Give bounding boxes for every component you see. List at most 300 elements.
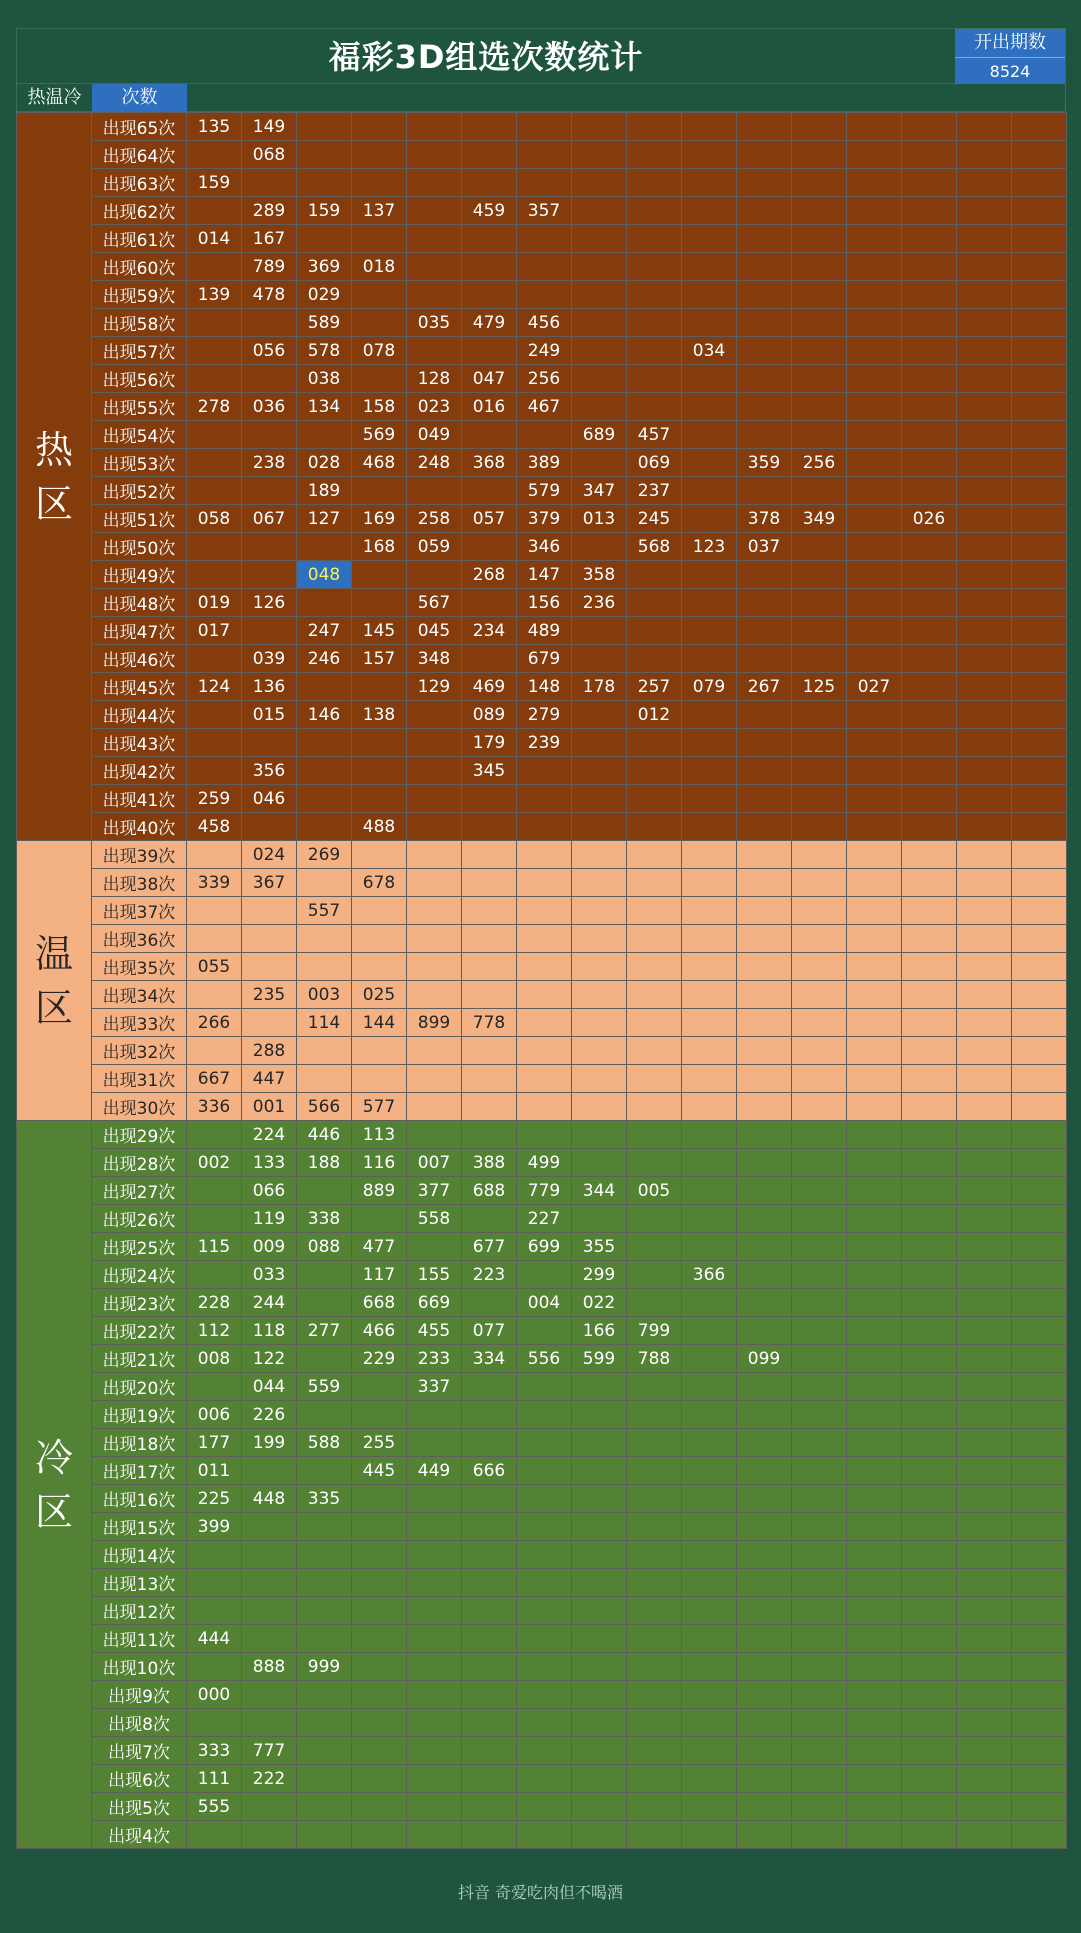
number-cell[interactable]	[462, 113, 517, 141]
number-cell[interactable]	[792, 1737, 847, 1765]
number-cell[interactable]	[297, 1261, 352, 1289]
number-cell[interactable]	[792, 1233, 847, 1261]
number-cell[interactable]	[957, 393, 1012, 421]
number-cell[interactable]	[352, 897, 407, 925]
number-cell[interactable]	[737, 1373, 792, 1401]
number-cell[interactable]	[462, 981, 517, 1009]
number-cell[interactable]	[627, 1457, 682, 1485]
number-cell[interactable]: 122	[242, 1345, 297, 1373]
number-cell[interactable]: 389	[517, 449, 572, 477]
number-cell[interactable]	[1012, 1485, 1067, 1513]
number-cell[interactable]	[187, 729, 242, 757]
number-cell[interactable]	[902, 1457, 957, 1485]
count-label-cell[interactable]: 出现48次	[92, 589, 187, 617]
number-cell[interactable]	[407, 1037, 462, 1065]
number-cell[interactable]	[682, 1569, 737, 1597]
number-cell[interactable]	[407, 1513, 462, 1541]
number-cell[interactable]: 788	[627, 1345, 682, 1373]
count-label-cell[interactable]: 出现57次	[92, 337, 187, 365]
number-cell[interactable]	[627, 1429, 682, 1457]
number-cell[interactable]	[242, 1457, 297, 1485]
number-cell[interactable]	[517, 953, 572, 981]
number-cell[interactable]: 579	[517, 477, 572, 505]
number-cell[interactable]: 245	[627, 505, 682, 533]
number-cell[interactable]	[792, 309, 847, 337]
number-cell[interactable]: 124	[187, 673, 242, 701]
number-cell[interactable]	[1012, 1233, 1067, 1261]
number-cell[interactable]	[902, 309, 957, 337]
number-cell[interactable]: 177	[187, 1429, 242, 1457]
number-cell[interactable]	[242, 1009, 297, 1037]
number-cell[interactable]: 299	[572, 1261, 627, 1289]
count-label-cell[interactable]: 出现59次	[92, 281, 187, 309]
number-cell[interactable]: 009	[242, 1233, 297, 1261]
number-cell[interactable]	[187, 1541, 242, 1569]
number-cell[interactable]	[957, 813, 1012, 841]
number-cell[interactable]	[847, 1345, 902, 1373]
count-label-cell[interactable]: 出现35次	[92, 953, 187, 981]
number-cell[interactable]	[682, 1485, 737, 1513]
number-cell[interactable]: 466	[352, 1317, 407, 1345]
number-cell[interactable]	[462, 645, 517, 673]
number-cell[interactable]	[957, 309, 1012, 337]
number-cell[interactable]: 007	[407, 1149, 462, 1177]
number-cell[interactable]	[792, 393, 847, 421]
number-cell[interactable]: 234	[462, 617, 517, 645]
number-cell[interactable]	[187, 1261, 242, 1289]
number-cell[interactable]	[847, 1233, 902, 1261]
number-cell[interactable]: 023	[407, 393, 462, 421]
number-cell[interactable]	[462, 225, 517, 253]
number-cell[interactable]	[737, 1737, 792, 1765]
number-cell[interactable]	[627, 1401, 682, 1429]
number-cell[interactable]	[1012, 953, 1067, 981]
number-cell[interactable]: 899	[407, 1009, 462, 1037]
number-cell[interactable]: 138	[352, 701, 407, 729]
number-cell[interactable]	[682, 1625, 737, 1653]
number-cell[interactable]: 223	[462, 1261, 517, 1289]
number-cell[interactable]	[847, 1569, 902, 1597]
number-cell[interactable]	[352, 225, 407, 253]
number-cell[interactable]	[957, 729, 1012, 757]
number-cell[interactable]	[407, 1709, 462, 1737]
number-cell[interactable]: 379	[517, 505, 572, 533]
number-cell[interactable]	[572, 897, 627, 925]
number-cell[interactable]	[847, 141, 902, 169]
number-cell[interactable]	[902, 841, 957, 869]
number-cell[interactable]	[1012, 785, 1067, 813]
number-cell[interactable]	[242, 1541, 297, 1569]
number-cell[interactable]	[462, 1653, 517, 1681]
number-cell[interactable]	[627, 113, 682, 141]
number-cell[interactable]	[627, 365, 682, 393]
number-cell[interactable]	[1012, 1373, 1067, 1401]
count-label-cell[interactable]: 出现24次	[92, 1261, 187, 1289]
number-cell[interactable]: 255	[352, 1429, 407, 1457]
count-label-cell[interactable]: 出现46次	[92, 645, 187, 673]
number-cell[interactable]	[517, 1065, 572, 1093]
number-cell[interactable]	[737, 981, 792, 1009]
number-cell[interactable]	[792, 897, 847, 925]
number-cell[interactable]: 224	[242, 1121, 297, 1149]
number-cell[interactable]	[297, 1569, 352, 1597]
number-cell[interactable]	[627, 617, 682, 645]
number-cell[interactable]	[1012, 1709, 1067, 1737]
number-cell[interactable]	[407, 141, 462, 169]
number-cell[interactable]	[572, 309, 627, 337]
number-cell[interactable]	[572, 169, 627, 197]
number-cell[interactable]: 468	[352, 449, 407, 477]
number-cell[interactable]: 044	[242, 1373, 297, 1401]
number-cell[interactable]	[297, 1037, 352, 1065]
number-cell[interactable]	[1012, 1457, 1067, 1485]
number-cell[interactable]	[242, 897, 297, 925]
number-cell[interactable]	[737, 953, 792, 981]
number-cell[interactable]: 068	[242, 141, 297, 169]
number-cell[interactable]	[627, 1513, 682, 1541]
number-cell[interactable]	[297, 1793, 352, 1821]
number-cell[interactable]: 099	[737, 1345, 792, 1373]
number-cell[interactable]: 599	[572, 1345, 627, 1373]
number-cell[interactable]: 589	[297, 309, 352, 337]
number-cell[interactable]	[792, 1793, 847, 1821]
count-label-cell[interactable]: 出现54次	[92, 421, 187, 449]
number-cell[interactable]	[902, 645, 957, 673]
number-cell[interactable]	[1012, 757, 1067, 785]
number-cell[interactable]: 346	[517, 533, 572, 561]
number-cell[interactable]	[737, 1149, 792, 1177]
number-cell[interactable]: 558	[407, 1205, 462, 1233]
number-cell[interactable]: 455	[407, 1317, 462, 1345]
number-cell[interactable]	[682, 197, 737, 225]
number-cell[interactable]: 028	[297, 449, 352, 477]
number-cell[interactable]: 333	[187, 1737, 242, 1765]
number-cell[interactable]: 155	[407, 1261, 462, 1289]
number-cell[interactable]	[1012, 645, 1067, 673]
number-cell[interactable]	[297, 169, 352, 197]
number-cell[interactable]	[572, 1653, 627, 1681]
number-cell[interactable]: 448	[242, 1485, 297, 1513]
number-cell[interactable]: 337	[407, 1373, 462, 1401]
number-cell[interactable]: 039	[242, 645, 297, 673]
number-cell[interactable]	[847, 925, 902, 953]
number-cell[interactable]	[902, 1345, 957, 1373]
number-cell[interactable]	[297, 1541, 352, 1569]
number-cell[interactable]: 677	[462, 1233, 517, 1261]
number-cell[interactable]	[682, 953, 737, 981]
number-cell[interactable]	[517, 1821, 572, 1849]
number-cell[interactable]: 069	[627, 449, 682, 477]
number-cell[interactable]	[1012, 1261, 1067, 1289]
number-cell[interactable]	[792, 1569, 847, 1597]
number-cell[interactable]	[902, 197, 957, 225]
number-cell[interactable]	[627, 1709, 682, 1737]
number-cell[interactable]	[572, 1457, 627, 1485]
number-cell[interactable]: 139	[187, 281, 242, 309]
zone-label-cold[interactable]	[17, 1121, 92, 1849]
number-cell[interactable]	[187, 477, 242, 505]
number-cell[interactable]	[627, 1681, 682, 1709]
number-cell[interactable]	[352, 1373, 407, 1401]
number-cell[interactable]	[682, 561, 737, 589]
number-cell[interactable]	[682, 309, 737, 337]
number-cell[interactable]: 227	[517, 1205, 572, 1233]
number-cell[interactable]	[682, 785, 737, 813]
number-cell[interactable]	[792, 1149, 847, 1177]
number-cell[interactable]: 047	[462, 365, 517, 393]
count-label-cell[interactable]: 出现53次	[92, 449, 187, 477]
number-cell[interactable]	[462, 1681, 517, 1709]
number-cell[interactable]: 236	[572, 589, 627, 617]
number-cell[interactable]	[352, 757, 407, 785]
number-cell[interactable]	[737, 1709, 792, 1737]
number-cell[interactable]	[792, 1541, 847, 1569]
number-cell[interactable]	[407, 1821, 462, 1849]
number-cell[interactable]	[957, 421, 1012, 449]
count-label-cell[interactable]: 出现58次	[92, 309, 187, 337]
number-cell[interactable]	[1012, 421, 1067, 449]
number-cell[interactable]	[1012, 1597, 1067, 1625]
number-cell[interactable]	[792, 365, 847, 393]
number-cell[interactable]	[792, 953, 847, 981]
number-cell[interactable]: 059	[407, 533, 462, 561]
number-cell[interactable]	[737, 701, 792, 729]
number-cell[interactable]	[572, 1737, 627, 1765]
number-cell[interactable]: 002	[187, 1149, 242, 1177]
number-cell[interactable]	[682, 1121, 737, 1149]
number-cell[interactable]	[957, 561, 1012, 589]
number-cell[interactable]	[572, 1625, 627, 1653]
number-cell[interactable]	[957, 141, 1012, 169]
number-cell[interactable]	[627, 925, 682, 953]
number-cell[interactable]: 148	[517, 673, 572, 701]
count-label-cell[interactable]: 出现37次	[92, 897, 187, 925]
number-cell[interactable]: 228	[187, 1289, 242, 1317]
number-cell[interactable]	[352, 1681, 407, 1709]
number-cell[interactable]	[792, 225, 847, 253]
number-cell[interactable]	[792, 1653, 847, 1681]
number-cell[interactable]	[682, 1317, 737, 1345]
number-cell[interactable]	[352, 1485, 407, 1513]
number-cell[interactable]	[957, 785, 1012, 813]
number-cell[interactable]	[792, 281, 847, 309]
number-cell[interactable]	[847, 1709, 902, 1737]
number-cell[interactable]	[957, 841, 1012, 869]
number-cell[interactable]	[847, 589, 902, 617]
number-cell[interactable]	[902, 1009, 957, 1037]
number-cell[interactable]: 446	[297, 1121, 352, 1149]
number-cell[interactable]: 345	[462, 757, 517, 785]
number-cell[interactable]	[627, 757, 682, 785]
number-cell[interactable]	[1012, 729, 1067, 757]
number-cell[interactable]	[792, 981, 847, 1009]
number-cell[interactable]	[847, 1317, 902, 1345]
number-cell[interactable]: 556	[517, 1345, 572, 1373]
count-label-cell[interactable]: 出现26次	[92, 1205, 187, 1233]
number-cell[interactable]	[957, 645, 1012, 673]
number-cell[interactable]	[572, 1373, 627, 1401]
number-cell[interactable]	[572, 1037, 627, 1065]
number-cell[interactable]	[462, 813, 517, 841]
number-cell[interactable]	[187, 645, 242, 673]
selected-cell[interactable]: 048	[297, 561, 352, 589]
number-cell[interactable]	[572, 1513, 627, 1541]
number-cell[interactable]	[407, 561, 462, 589]
number-cell[interactable]	[1012, 281, 1067, 309]
number-cell[interactable]	[957, 1121, 1012, 1149]
number-cell[interactable]	[737, 477, 792, 505]
number-cell[interactable]: 338	[297, 1205, 352, 1233]
number-cell[interactable]	[627, 589, 682, 617]
number-cell[interactable]	[957, 673, 1012, 701]
number-cell[interactable]	[737, 393, 792, 421]
number-cell[interactable]	[847, 1485, 902, 1513]
number-cell[interactable]	[352, 1401, 407, 1429]
number-cell[interactable]	[847, 1541, 902, 1569]
number-cell[interactable]	[572, 1709, 627, 1737]
number-cell[interactable]: 006	[187, 1401, 242, 1429]
number-cell[interactable]	[957, 617, 1012, 645]
number-cell[interactable]	[572, 1681, 627, 1709]
number-cell[interactable]	[627, 841, 682, 869]
number-cell[interactable]: 159	[187, 169, 242, 197]
number-cell[interactable]	[627, 1485, 682, 1513]
number-cell[interactable]	[517, 813, 572, 841]
number-cell[interactable]	[792, 337, 847, 365]
count-label-cell[interactable]: 出现15次	[92, 1513, 187, 1541]
number-cell[interactable]: 266	[187, 1009, 242, 1037]
number-cell[interactable]	[682, 505, 737, 533]
number-cell[interactable]	[627, 337, 682, 365]
number-cell[interactable]: 699	[517, 1233, 572, 1261]
number-cell[interactable]: 018	[352, 253, 407, 281]
number-cell[interactable]: 079	[682, 673, 737, 701]
number-cell[interactable]	[187, 1653, 242, 1681]
number-cell[interactable]: 278	[187, 393, 242, 421]
count-label-cell[interactable]: 出现13次	[92, 1569, 187, 1597]
number-cell[interactable]	[902, 1373, 957, 1401]
number-cell[interactable]	[572, 1793, 627, 1821]
number-cell[interactable]	[682, 981, 737, 1009]
number-cell[interactable]: 349	[792, 505, 847, 533]
number-cell[interactable]	[297, 813, 352, 841]
number-cell[interactable]: 013	[572, 505, 627, 533]
number-cell[interactable]: 027	[847, 673, 902, 701]
number-cell[interactable]	[462, 533, 517, 561]
number-cell[interactable]	[627, 225, 682, 253]
number-cell[interactable]: 237	[627, 477, 682, 505]
number-cell[interactable]	[847, 1597, 902, 1625]
number-cell[interactable]	[957, 701, 1012, 729]
number-cell[interactable]	[737, 225, 792, 253]
number-cell[interactable]	[1012, 113, 1067, 141]
number-cell[interactable]	[957, 1373, 1012, 1401]
number-cell[interactable]	[407, 113, 462, 141]
number-cell[interactable]	[737, 1289, 792, 1317]
number-cell[interactable]	[1012, 365, 1067, 393]
number-cell[interactable]	[682, 477, 737, 505]
number-cell[interactable]: 112	[187, 1317, 242, 1345]
count-label-cell[interactable]: 出现18次	[92, 1429, 187, 1457]
number-cell[interactable]	[352, 281, 407, 309]
number-cell[interactable]	[297, 1513, 352, 1541]
number-cell[interactable]	[902, 113, 957, 141]
number-cell[interactable]	[737, 757, 792, 785]
number-cell[interactable]	[572, 393, 627, 421]
number-cell[interactable]	[517, 869, 572, 897]
number-cell[interactable]	[297, 729, 352, 757]
number-cell[interactable]	[957, 1289, 1012, 1317]
number-cell[interactable]: 058	[187, 505, 242, 533]
number-cell[interactable]	[517, 281, 572, 309]
number-cell[interactable]: 268	[462, 561, 517, 589]
number-cell[interactable]	[517, 897, 572, 925]
number-cell[interactable]: 026	[902, 505, 957, 533]
number-cell[interactable]: 115	[187, 1233, 242, 1261]
number-cell[interactable]: 488	[352, 813, 407, 841]
number-cell[interactable]: 445	[352, 1457, 407, 1485]
number-cell[interactable]	[847, 505, 902, 533]
number-cell[interactable]: 167	[242, 225, 297, 253]
number-cell[interactable]	[462, 1541, 517, 1569]
number-cell[interactable]	[517, 1513, 572, 1541]
number-cell[interactable]: 259	[187, 785, 242, 813]
number-cell[interactable]	[682, 925, 737, 953]
number-cell[interactable]	[737, 253, 792, 281]
number-cell[interactable]	[627, 897, 682, 925]
number-cell[interactable]	[1012, 1653, 1067, 1681]
number-cell[interactable]	[847, 1625, 902, 1653]
number-cell[interactable]	[1012, 253, 1067, 281]
number-cell[interactable]	[462, 1569, 517, 1597]
number-cell[interactable]	[517, 1009, 572, 1037]
number-cell[interactable]	[462, 1737, 517, 1765]
zone-label-warm[interactable]	[17, 841, 92, 1121]
number-cell[interactable]	[902, 365, 957, 393]
number-cell[interactable]	[682, 225, 737, 253]
number-cell[interactable]	[462, 1401, 517, 1429]
number-cell[interactable]: 478	[242, 281, 297, 309]
count-label-cell[interactable]: 出现40次	[92, 813, 187, 841]
number-cell[interactable]	[737, 1653, 792, 1681]
number-cell[interactable]: 334	[462, 1345, 517, 1373]
number-cell[interactable]	[572, 1401, 627, 1429]
number-cell[interactable]	[407, 1121, 462, 1149]
number-cell[interactable]: 118	[242, 1317, 297, 1345]
number-cell[interactable]	[957, 1765, 1012, 1793]
number-cell[interactable]	[572, 869, 627, 897]
number-cell[interactable]	[847, 813, 902, 841]
number-cell[interactable]	[957, 925, 1012, 953]
number-cell[interactable]	[517, 141, 572, 169]
number-cell[interactable]	[847, 309, 902, 337]
number-cell[interactable]	[737, 1317, 792, 1345]
number-cell[interactable]	[627, 1373, 682, 1401]
number-cell[interactable]	[462, 1793, 517, 1821]
number-cell[interactable]: 168	[352, 533, 407, 561]
number-cell[interactable]	[847, 477, 902, 505]
number-cell[interactable]	[1012, 225, 1067, 253]
number-cell[interactable]	[737, 1429, 792, 1457]
number-cell[interactable]	[847, 1513, 902, 1541]
count-label-cell[interactable]: 出现45次	[92, 673, 187, 701]
number-cell[interactable]	[242, 1709, 297, 1737]
number-cell[interactable]: 459	[462, 197, 517, 225]
number-cell[interactable]	[407, 813, 462, 841]
number-cell[interactable]	[902, 169, 957, 197]
number-cell[interactable]	[957, 1345, 1012, 1373]
number-cell[interactable]	[792, 113, 847, 141]
